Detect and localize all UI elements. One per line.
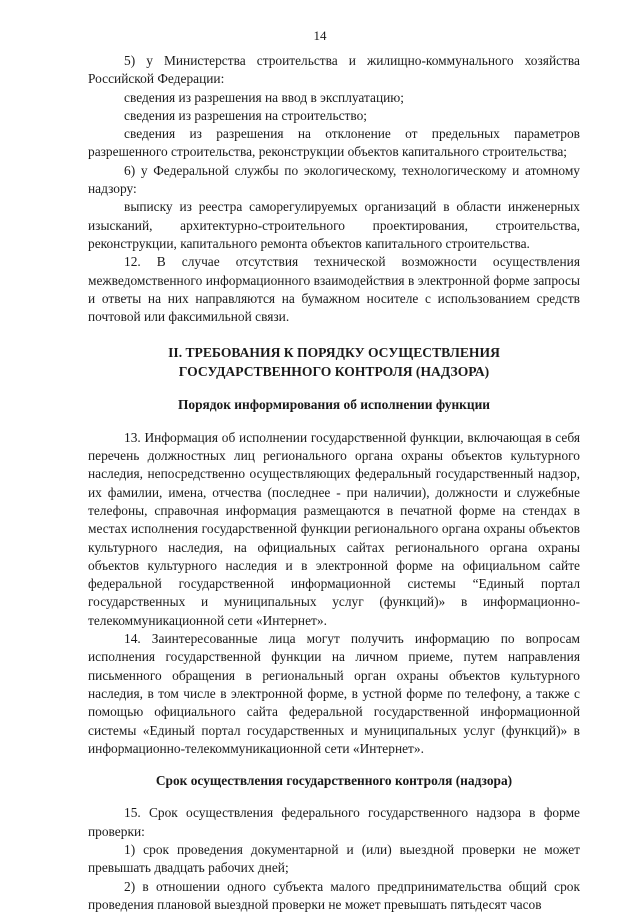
- paragraph-15-item-2: 2) в отношении одного субъекта малого предпринимательства общий срок проведения плановой выездной проверки не может превышать пятьдесят часов: [88, 878, 580, 912]
- paragraph-ministry-construction: 5) у Министерства строительства и жилищно-коммунального хозяйства Российской Федерации:: [88, 53, 580, 87]
- paragraph-15-item-1: 1) срок проведения документарной и (или) выездной проверки не может превышать двадцать рабочих дней;: [88, 841, 580, 876]
- section-title-line-2: ГОСУДАРСТВЕННОГО КОНТРОЛЯ (НАДЗОРА): [178, 364, 490, 380]
- subheading-term: Срок осуществления государственного контроля (надзора): [155, 773, 513, 789]
- document-body: [88, 52, 580, 914]
- paragraph-rostekhnadzor: 6) у Федеральной службы по экологическому, технологическому и атомному надзору:: [88, 162, 580, 197]
- section-title-line-1: II. ТРЕБОВАНИЯ К ПОРЯДКУ ОСУЩЕСТВЛЕНИЯ: [168, 345, 500, 361]
- section-title: [88, 343, 580, 381]
- paragraph-14: 14. Заинтересованные лица могут получить информацию по вопросам исполнения государственной функции на личном приеме, путем направления письменного обращения в региональный орган охраны объектов культурного наследия, в том числе в электронной форме, в устной форме по телефону, а также с помощью официального сайта федеральной государственной информационной системы «Единый портал государственных и муниципальных услуг (функций)» в информационно-телекоммуникационной сети «Интернет».: [88, 631, 580, 756]
- paragraph-item: сведения из разрешения на строительство;: [124, 107, 368, 123]
- paragraph-item: сведения из разрешения на отклонение от предельных параметров разрешенного строительства, реконструкции объектов капитального строительства;: [88, 126, 580, 160]
- paragraph-13: 13. Информация об исполнении государственной функции, включающая в себя перечень должностных лиц регионального органа охраны объектов культурного наследия, непосредственно осуществляющих федеральный государственный надзор, их фамилии, имена, отчества (последнее - при наличии), должности и служебные телефоны, справочная информация размещаются в печатной форме на стендах в местах исполнения государственной функции регионального органа охраны объектов культурного наследия, на официальных сайтах регионального органа охраны объектов культурного наследия и в электронной форме на официальном сайте федеральной государственной информационной системы “Единый портал государственных и муниципальных услуг (функций)» в информационно-телекоммуникационной сети «Интернет».: [88, 429, 580, 628]
- paragraph-12: 12. В случае отсутствия технической возможности осуществления межведомственного информационного взаимодействия в электронной форме запросы и ответы на них направляются на бумажном носителе с использованием средств почтовой или факсимильной связи.: [88, 254, 580, 325]
- subheading-informing: Порядок информирования об исполнении функции: [177, 397, 491, 413]
- page-number: 14: [313, 28, 327, 43]
- paragraph-15: 15. Срок осуществления федерального государственного надзора в форме проверки:: [88, 805, 580, 839]
- paragraph-item: сведения из разрешения на ввод в эксплуатацию;: [124, 89, 405, 105]
- paragraph-item: выписку из реестра саморегулируемых организаций в области инженерных изысканий, архитектурно-строительного проектирования, строительства, реконструкции, капитального ремонта объектов капитального строительства.: [88, 199, 580, 251]
